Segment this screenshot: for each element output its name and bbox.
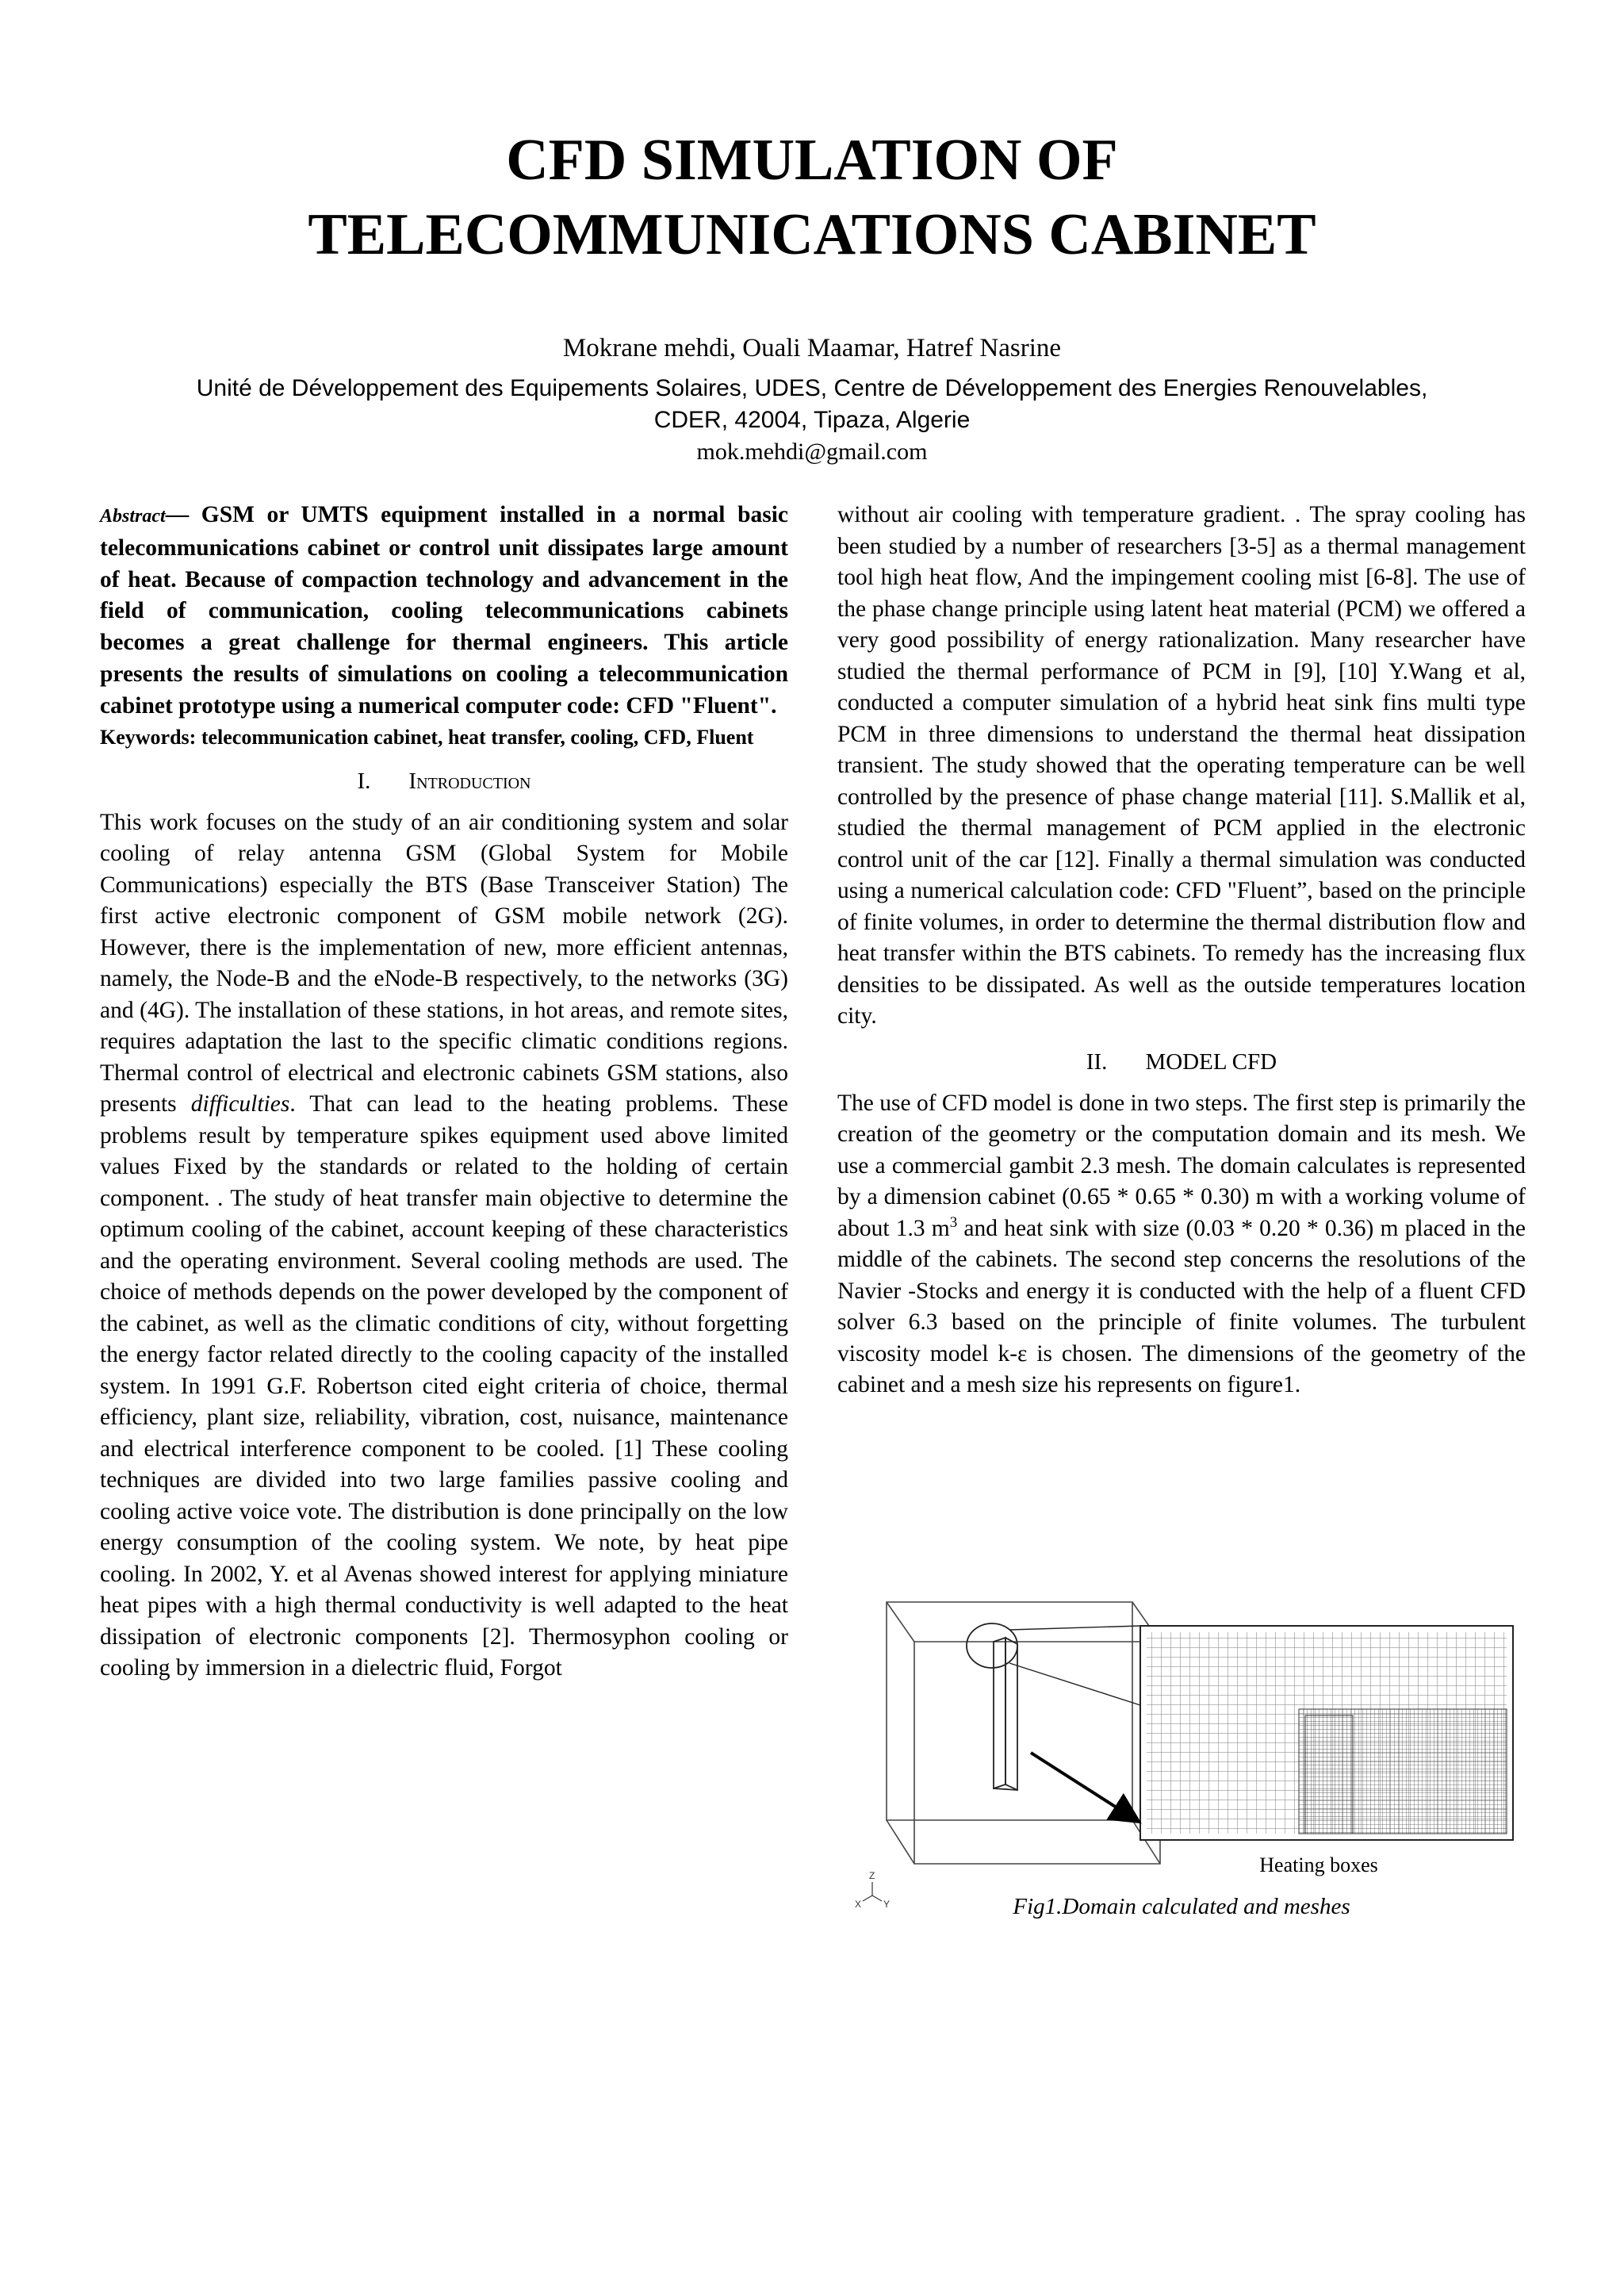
figure-1-caption: Fig1.Domain calculated and meshes	[1013, 1894, 1350, 1919]
section-title: MODEL CFD	[1145, 1048, 1277, 1075]
author-email: mok.mehdi@gmail.com	[696, 439, 928, 465]
affiliation	[79, 373, 1545, 436]
abstract	[100, 500, 788, 723]
figure-1-diagram	[847, 1590, 1529, 1923]
zoom-line-bottom	[1009, 1663, 1140, 1705]
left-column	[100, 500, 788, 1685]
model-text-superscript: 3	[949, 1213, 958, 1231]
intro-text-a: This work focuses on the study of an air conditioning system and solar cooling of relay antenna GSM (Global System for Mobile Communications) especially the BTS (Base Transceiver Station) The first active electronic component of GSM mobile network (2G). However, there is the implementation of new, more efficient antennas, namely, the Node-B and the eNode-B respectively, to the networks (3G) and (4G). The installation of these stations, in hot areas, and remote sites, requires adaptation the last to the specific climatic conditions regions. Thermal control of electrical and electronic cabinets GSM stations, also presents	[100, 809, 788, 1117]
introduction-paragraph	[100, 807, 788, 1685]
introduction-continued-paragraph: without air cooling with temperature gradient. . The spray cooling has been studied by a number of researchers [3-5] as a thermal management tool high heat flow, And the impingement cooling mist [6-8]. The use of the phase change principle using latent heat material (PCM) we offered a very good possibility of energy rationalization. Many researcher have studied the thermal performance of PCM in [9], [10] Y.Wang et al, conducted a computer simulation of a hybrid heat sink fins multi type PCM in three dimensions to understand the thermal heat dissipation transient. The study showed that the operating temperature can be well controlled by the presence of phase change material [11]. S.Mallik et al, studied the thermal management of PCM applied in the electronic control unit of the car [12]. Finally a thermal simulation was conducted using a numerical calculation code: CFD "Fluent”, based on the principle of finite volumes, in order to determine the thermal distribution flow and heat transfer within the BTS cabinets. To remedy has the increasing flux densities to be dissipated. As well as the outside temperatures location city.	[837, 502, 1526, 1029]
model-cfd-paragraph	[837, 1088, 1526, 1401]
keywords: Keywords: telecommunication cabinet, heat transfer, cooling, CFD, Fluent	[100, 725, 754, 749]
affiliation-line-1: Unité de Développement des Equipements Solaires, UDES, Centre de Développement des Energies Renouvelables,	[196, 375, 1428, 401]
abstract-dash: —	[165, 502, 190, 527]
axis-x-label: X	[855, 1899, 862, 1910]
abstract-label: Abstract	[100, 506, 166, 527]
section-number: II.	[1086, 1048, 1108, 1075]
title-line-2: TELECOMMUNICATIONS CABINET	[308, 202, 1316, 267]
title-line-1: CFD SIMULATION OF	[506, 128, 1118, 193]
axis-z-label: Z	[869, 1870, 875, 1881]
intro-text-italic: difficulties	[190, 1091, 290, 1117]
paper-title	[79, 123, 1545, 272]
section-title: Introduction	[408, 768, 531, 794]
zoom-line-top	[1009, 1626, 1140, 1630]
figure-1	[847, 1590, 1529, 1923]
affiliation-line-2: CDER, 42004, Tipaza, Algerie	[653, 407, 971, 433]
section-heading-introduction	[100, 766, 788, 796]
section-number: I.	[357, 768, 371, 794]
callout-arrow	[1031, 1753, 1136, 1820]
model-text-b: and heat sink with size (0.03 * 0.20 * 0.36) m placed in the middle of the cabinets. The second step concerns the resolutions of the Navier -Stocks and energy it is conducted with the help of a fluent CFD solver 6.3 based on the principle of finite volumes. The turbulent viscosity model k-ε is chosen. The dimensions of the geometry of the cabinet and a mesh size his represents on figure1.	[837, 1215, 1526, 1397]
heating-boxes-label: Heating boxes	[1259, 1853, 1378, 1876]
cabinet-wireframe	[887, 1602, 1160, 1864]
intro-text-b: . That can lead to the heating problems. These problems result by temperature spikes equipment used above limited values Fixed by the standards or related to the holding of certain component. . The study of heat transfer main objective to determine the optimum cooling of the cabinet, account keeping of these characteristics and the operating environment. Several cooling methods are used. The choice of methods depends on the power developed by the component of the cabinet, as well as the climatic conditions of city, without forgetting the energy factor related directly to the cooling capacity of the installed system. In 1991 G.F. Robertson cited eight criteria of choice, thermal efficiency, plant size, reliability, vibration, cost, nuisance, maintenance and electrical interference component to be cooled. [1] These cooling techniques are divided into two large families passive cooling and cooling active voice vote. The distribution is done principally on the low energy consumption of the cooling system. We note, by heat pipe cooling. In 2002, Y. et al Avenas showed interest for applying miniature heat pipes with a high thermal conductivity is well adapted to the heat dissipation of electronic components [2]. Thermosyphon cooling or cooling by immersion in a dielectric fluid, Forgot	[100, 1091, 789, 1681]
right-column	[837, 500, 1526, 1401]
abstract-text: GSM or UMTS equipment installed in a normal basic telecommunications cabinet or control unit dissipates large amount of heat. Because of compaction technology and advancement in the field of communication, cooling telecommunications cabinets becomes a great challenge for thermal engineers. This article presents the results of simulations on cooling a telecommunication cabinet prototype using a numerical computer code: CFD "Fluent".	[100, 502, 788, 719]
section-heading-model-cfd	[837, 1047, 1526, 1077]
axis-y-label: Y	[883, 1899, 891, 1910]
heat-sink	[994, 1638, 1017, 1790]
author-list: Mokrane mehdi, Ouali Maamar, Hatref Nasrine	[562, 334, 1062, 362]
model-text-a: The use of CFD model is done in two steps. The first step is primarily the creation of the geometry or the computation domain and its mesh. We use a commercial gambit 2.3 mesh. The domain calculates is represented by a dimension cabinet (0.65 * 0.65 * 0.30) m with a working volume of about 1.3 m	[837, 1090, 1526, 1241]
mesh-inset	[1140, 1626, 1513, 1840]
